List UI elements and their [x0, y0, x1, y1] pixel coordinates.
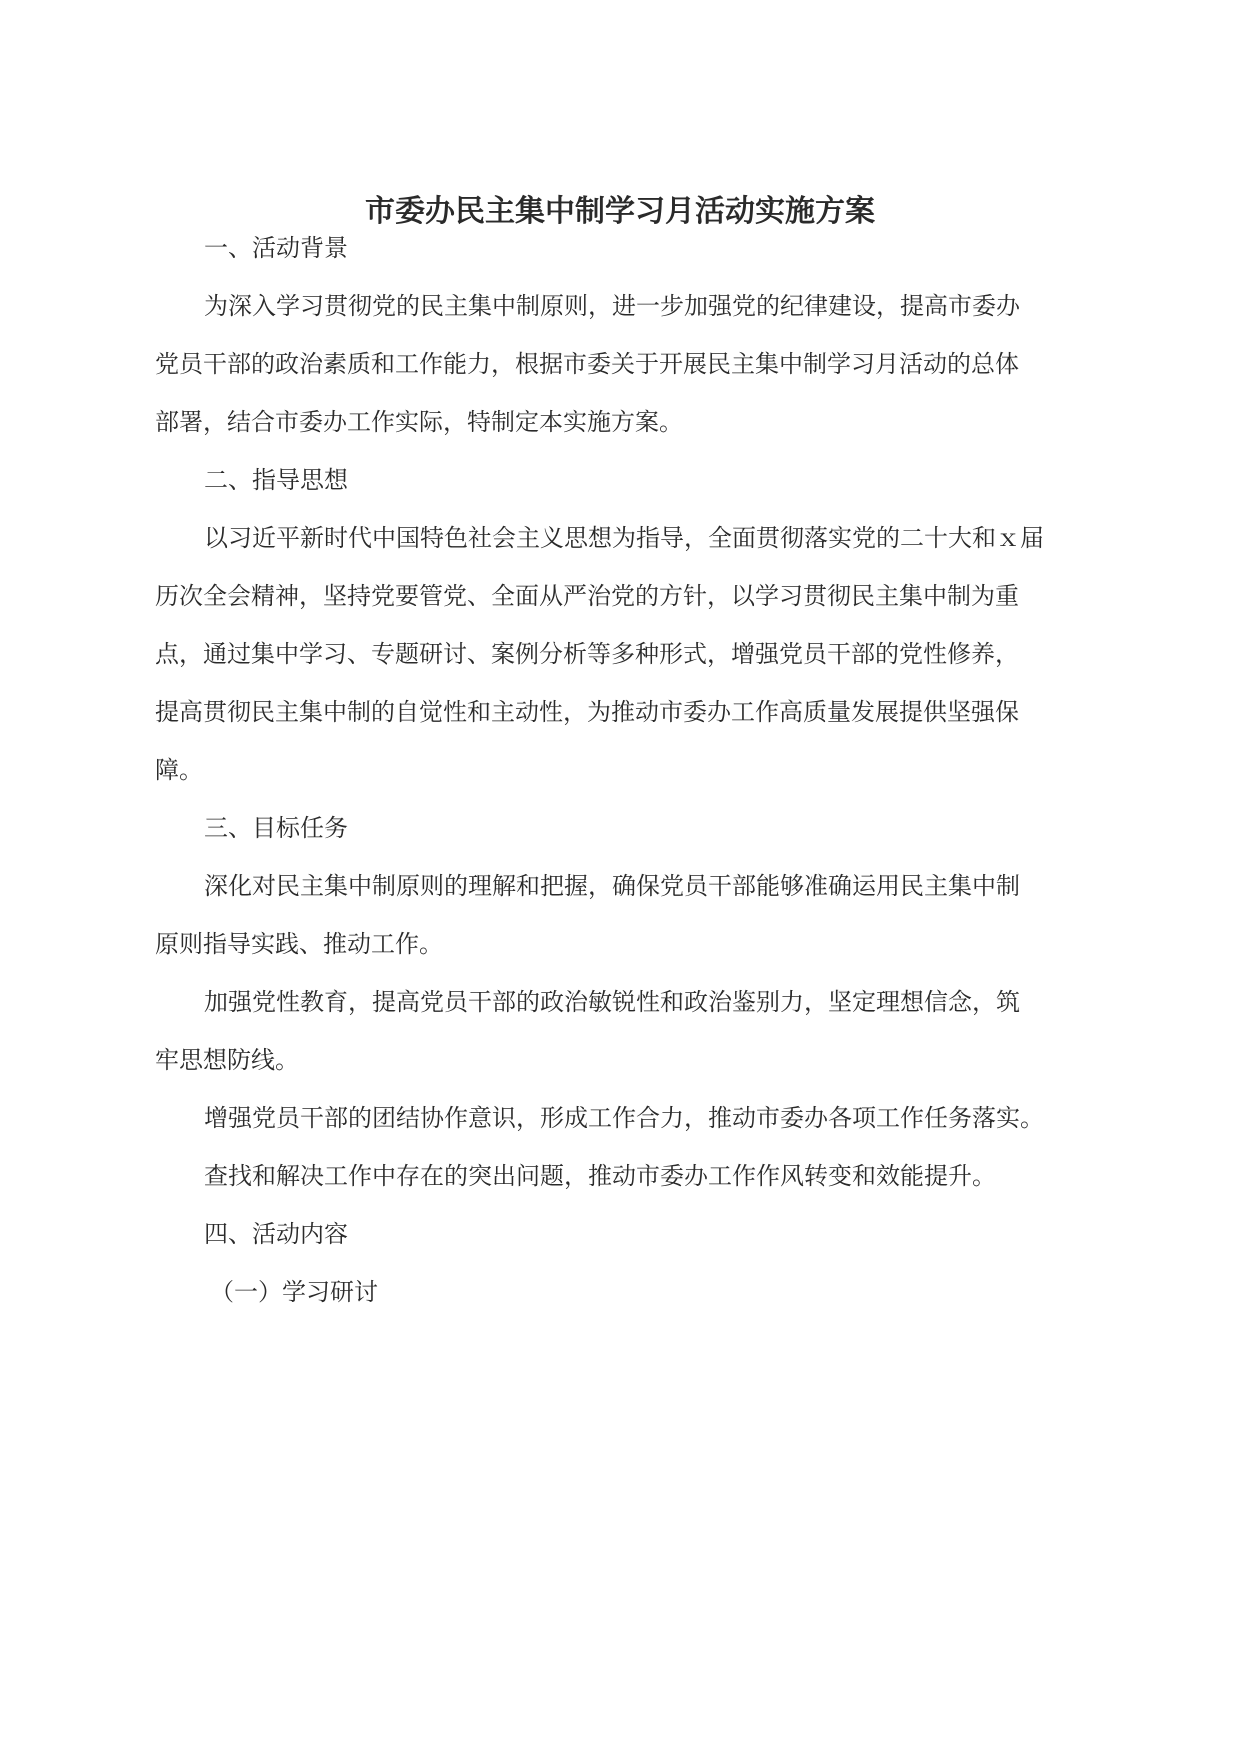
paragraph-line: 障。 [155, 756, 203, 784]
paragraph-line: 查找和解决工作中存在的突出问题，推动市委办工作作风转变和效能提升。 [204, 1162, 996, 1190]
paragraph-line: 深化对民主集中制原则的理解和把握，确保党员干部能够准确运用民主集中制 [204, 872, 1020, 900]
paragraph-line: 以习近平新时代中国特色社会主义思想为指导，全面贯彻落实党的二十大和ｘ届 [204, 524, 1044, 552]
paragraph-line: 牢思想防线。 [155, 1046, 299, 1074]
section-heading-guiding-thought: 二、指导思想 [204, 466, 348, 494]
paragraph-line: 部署，结合市委办工作实际，特制定本实施方案。 [155, 408, 683, 436]
paragraph-line: 原则指导实践、推动工作。 [155, 930, 443, 958]
paragraph-line: 点，通过集中学习、专题研讨、案例分析等多种形式，增强党员干部的党性修养， [155, 640, 1019, 668]
paragraph-line: 加强党性教育，提高党员干部的政治敏锐性和政治鉴别力，坚定理想信念，筑 [204, 988, 1020, 1016]
section-heading-activities: 四、活动内容 [204, 1220, 348, 1248]
document-title: 市委办民主集中制学习月活动实施方案 [365, 194, 875, 229]
section-heading-goals: 三、目标任务 [204, 814, 348, 842]
subsection-heading-study: （一）学习研讨 [210, 1278, 378, 1306]
section-heading-background: 一、活动背景 [204, 234, 348, 262]
paragraph-line: 为深入学习贯彻党的民主集中制原则，进一步加强党的纪律建设，提高市委办 [204, 292, 1020, 320]
paragraph-line: 增强党员干部的团结协作意识，形成工作合力，推动市委办各项工作任务落实。 [204, 1104, 1044, 1132]
paragraph-line: 党员干部的政治素质和工作能力，根据市委关于开展民主集中制学习月活动的总体 [155, 350, 1019, 378]
paragraph-line: 提高贯彻民主集中制的自觉性和主动性，为推动市委办工作高质量发展提供坚强保 [155, 698, 1019, 726]
paragraph-line: 历次全会精神，坚持党要管党、全面从严治党的方针，以学习贯彻民主集中制为重 [155, 582, 1019, 610]
